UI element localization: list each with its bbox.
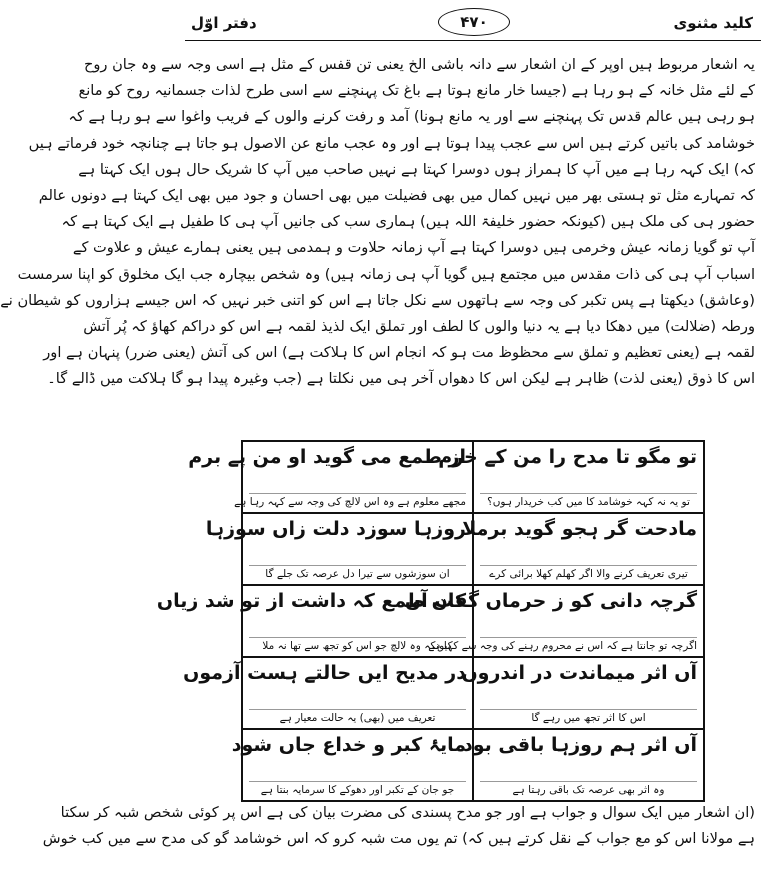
verse-row [242,657,704,729]
verse-row [242,513,704,585]
body-line: ہو رہی ہیں عالم قدس تک پہنچنے سے اور یہ مانع ہونا) آمد و رفت کرنے والوں کے فریب واغوا سے ہو رہا ہے کہ [68,108,755,126]
verse-gloss: تعریف میں (بھی) یہ حالت معیار ہے [249,709,466,724]
verse-gloss: کیونکہ وہ لالچ جو اس کو تجھ سے تھا نہ ملا [249,637,466,652]
body-line: کہ تمہارے مثل تو ہستی بھر میں نہیں کمال میں بھی فضیلت میں بھی احسان و جود میں بھی ایک کہتا ہے دونوں عالم [38,186,755,204]
verse-text: آں اثر ہم روزہا باقی بود [463,734,697,756]
body-line: اسباب آپ ہی کی ذات مقدس میں مجتمع ہیں گویا آپ ہی زمانہ ہیں) وہ شخص بیچارہ جب ایک مخلوق کو اپنا سرمست [17,265,755,283]
verse-text: مایۂ کبر و خداع جاں شود [231,734,466,756]
body-line: اس کا ذوق (یعنی لذت) ظاہر ہے لیکن اس کا دھواں آخر ہی میں نکلتا ہے (جب وغیرہ پیدا ہو گا ہلاکت میں ڈالے گا۔ [47,370,755,388]
verse-text: آں اثر میماندت در اندروں [461,662,697,684]
verse-text: از طمع می گوید او من پے برم [188,446,466,468]
verse-cell [463,729,704,801]
verse-gloss: جو جان کے تکبر اور دھوکے کا سرمایہ بنتا ہے [249,781,466,796]
body-line: (ان اشعار میں ایک سوال و جواب ہے اور جو مدح پسندی کی مضرت بیان کی ہے اس پر کوئی شخص شبہ کر سکتا [60,804,755,821]
body-line: لقمہ ہے (یعنی تعظیم و تملق سے محظوظ مت ہو کہ انجام اس کا ہلاکت ہے) اس کی آتش (یعنی ضرر) پنہان ہے اور [43,344,755,362]
verse-text: گرچہ دانی کو ز حرماں گفت آں [404,590,697,612]
verse-gloss: وہ اثر بھی عرصہ تک باقی رہتا ہے [480,781,697,796]
verse-gloss: ان سوزشوں سے تیرا دل عرصہ تک جلے گا [249,565,466,580]
body-line: خوشامد کی باتیں کرتے ہیں اس سے عجب پیدا ہوتا ہے اور وہ عجب مانع عن الاصول ہو جاتا ہے چنانچہ خود فرماتے ہیں [28,134,755,152]
volume-label: دفتر اوّل [191,14,257,32]
verse-cell [231,729,473,801]
body-line: (وعاشق) دیکھتا ہے پس تکبر کی وجہ سے ہاتھوں سے نکل جاتا ہے اس کو اتنی خبر نہیں کہ اس جیسے ہزاروں کو شیطان نے [0,291,755,309]
verse-cell [156,585,473,657]
verse-cell [404,585,704,657]
verse-row [242,729,704,801]
verse-cell [205,513,473,585]
book-title: کلید مثنوی [673,14,753,32]
page-header [173,0,773,44]
verse-cell [183,657,473,729]
verse-text: کاں طمع کہ داشت از تو شد زیاں [156,590,466,612]
closing-paragraph [42,800,755,852]
verse-gloss: تو یہ نہ کہہ خوشامد کا میں کب خریدار ہوں؟ [480,493,697,508]
body-line: کے لئے مثل خانہ کے ہو رہا ہے (جیسا خار مانع ہوتا ہے باغ تک پہنچنے سے اسی طرح لذات جسمانیہ روح کو مانع [78,82,755,100]
verse-row [242,585,704,657]
verse-gloss: مجھے معلوم ہے وہ اس لالچ کی وجہ سے کہہ رہا ہے [249,493,466,508]
verse-cell [438,441,704,513]
verse-cell [462,513,704,585]
verse-text: مادحت گر ہجو گوید برملا [462,518,697,540]
verse-row [242,441,704,513]
verse-text: در مدیح ایں حالتے ہست آزموں [183,662,466,684]
body-line: یہ اشعار مربوط ہیں اوپر کے ان اشعار سے دانہ باشی الخ یعنی تن قفس کے مثل ہے اسی وجہ سے وہ جان روح [83,56,755,73]
body-line: حضور ہی کی ملک ہیں (کیونکہ حضور خلیفۃ اللہ ہیں) ہماری سب کی جانیں آپ ہی کا طفیل ہے ایک کہتا ہے کہ [61,213,755,231]
verse-gloss: اگرچہ تو جانتا ہے کہ اس نے محروم رہنے کی وجہ سے کہا ہے [480,637,697,652]
body-line: آپ تو گویا زمانہ عیش وخرمی ہیں دوسرا کہتا ہے آپ زمانہ حلاوت و ہمدمی ہیں یعنی ہمارے عیش و علاوت کے [72,239,755,257]
header-rule [185,40,761,41]
verse-cell [188,441,473,513]
verse-text: تو مگو تا مدح را من کے خرم [438,446,697,468]
verse-cell [461,657,704,729]
page-number: ۴۷۰ [438,8,510,36]
body-paragraph [0,52,755,392]
body-line: ہے مولانا اس کو مع جواب کے نقل کرتے ہیں کہ) تم یوں مت شبہ کرو کہ اس خوشامد گو کی مدح سے میں کب خوش [42,830,755,847]
body-line: کہ) ایک کہہ رہا ہے میں آپ کا ہمراز ہوں دوسرا کہتا ہے نہیں صاحب میں آپ کا شریک حال ہوں ایک کہتا ہے [78,160,755,178]
body-line: ورطہ (ضلالت) میں دھکا دیا ہے یہ دنیا والوں کا لطف اور تملق ایک لذیذ لقمہ ہے اس کو دراکم کھاؤ کہ پُر آتش [83,317,755,335]
verse-gloss: تیری تعریف کرنے والا اگر کھلم کھلا برائی کرے [480,565,697,580]
verse-text: روزہا سوزد دلت زاں سوزہا [205,518,466,540]
verse-gloss: اس کا اثر تجھ میں رہے گا [480,709,697,724]
verse-table [156,440,705,802]
